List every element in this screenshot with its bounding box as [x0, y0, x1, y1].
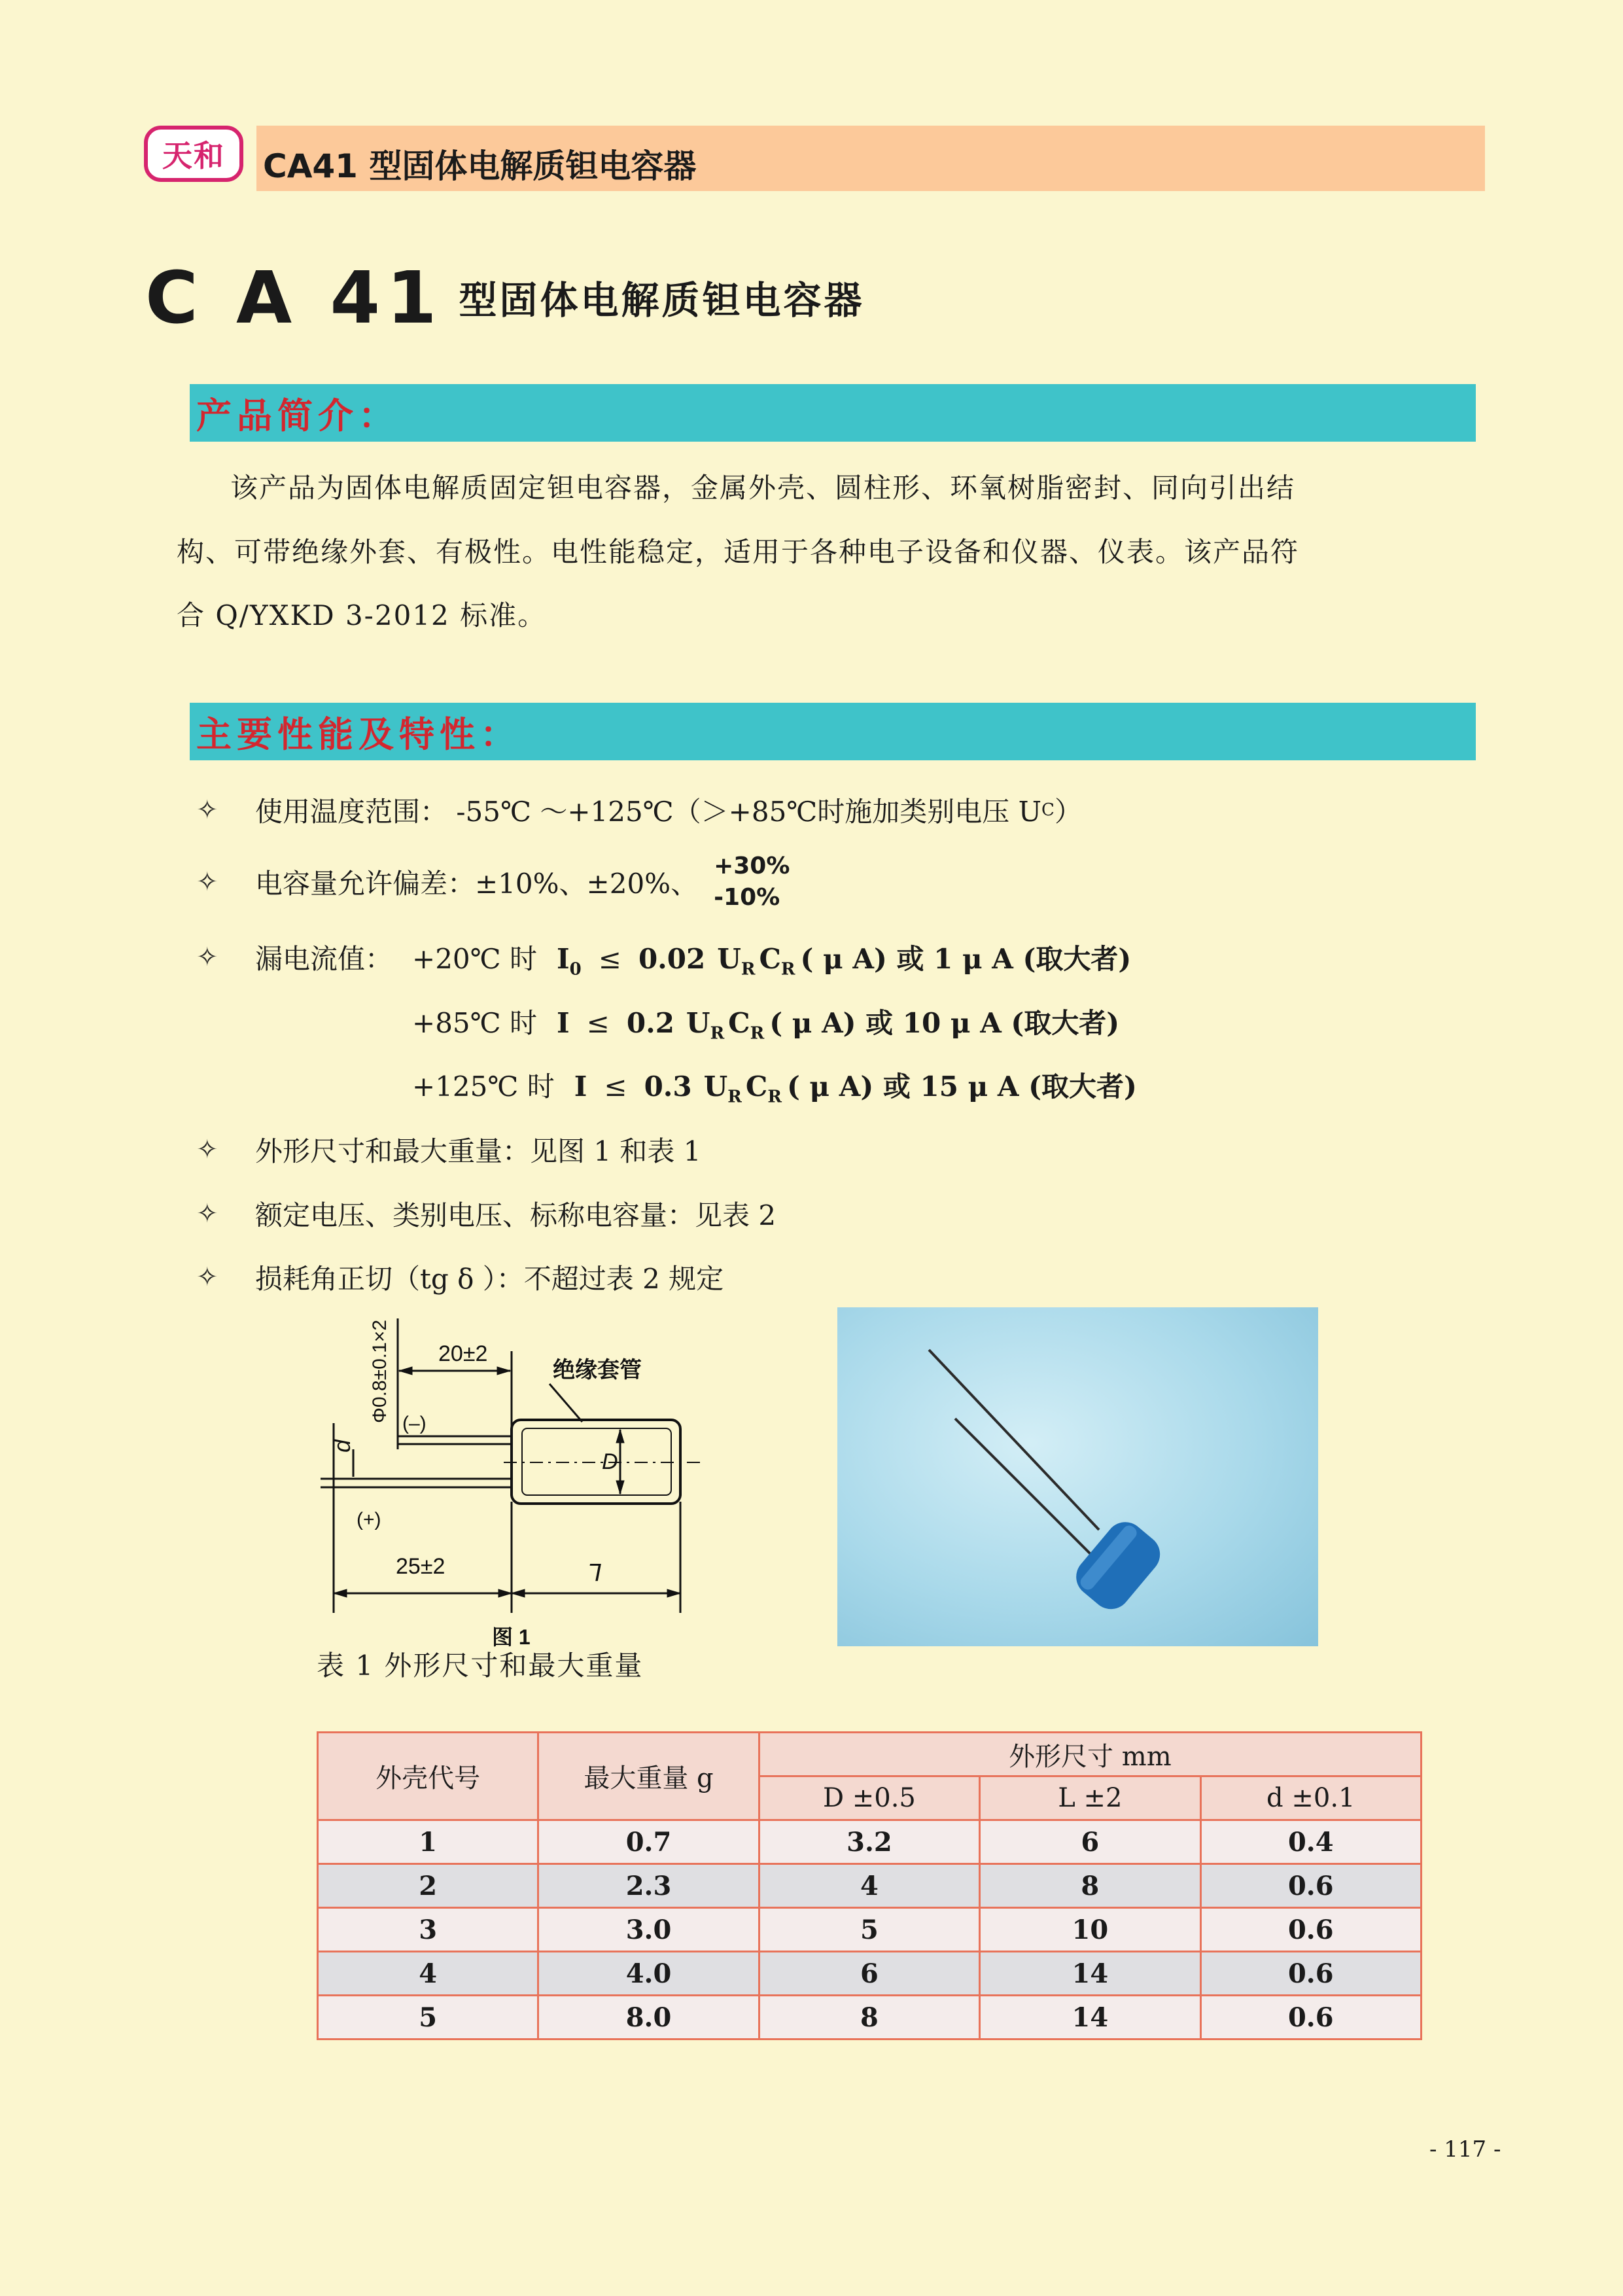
sleeve-outline — [522, 1428, 671, 1495]
feature-temperature — [196, 790, 1082, 830]
cell-case: 4 — [318, 1952, 538, 1996]
cell-weight: 2.3 — [538, 1864, 759, 1908]
negative-label: (–) — [402, 1413, 427, 1434]
feature-tolerance — [196, 851, 790, 913]
table-row — [318, 1908, 1422, 1952]
cell-case: 2 — [318, 1864, 538, 1908]
ratings-text: 额定电压、类别电压、标称电容量：见表 2 — [255, 1199, 777, 1231]
cell-D: 5 — [759, 1908, 979, 1952]
lead-diameter-label: d — [328, 1439, 355, 1453]
photo-lead-1 — [929, 1350, 1099, 1530]
diamond-bullet-icon: ✧ — [196, 942, 218, 972]
c-letter: C — [759, 943, 781, 975]
diameter-label: D — [602, 1449, 618, 1474]
figure-caption: 图 1 — [492, 1625, 531, 1649]
page-title — [145, 242, 865, 340]
arrow-head — [512, 1589, 525, 1597]
u-letter: U — [717, 943, 741, 975]
cell-d: 0.6 — [1200, 1996, 1421, 2040]
leakage-relation: ≤ — [604, 1070, 627, 1103]
leakage-symbol: I — [574, 1070, 587, 1103]
cell-L: 8 — [980, 1864, 1200, 1908]
page-number: - 117 - — [1429, 2136, 1501, 2163]
positive-label: (+) — [357, 1509, 381, 1530]
tolerance-minus: -10% — [714, 884, 780, 911]
intro-heading: 产品简介： — [196, 394, 399, 436]
feature-loss — [196, 1258, 724, 1297]
cell-L: 14 — [980, 1952, 1200, 1996]
dimension-drawing — [307, 1305, 713, 1659]
loss-text: 损耗角正切（tg δ ）：不超过表 2 规定 — [255, 1263, 724, 1295]
cell-d: 0.6 — [1200, 1952, 1421, 1996]
leakage-relation: ≤ — [598, 943, 621, 975]
diamond-bullet-icon: ✧ — [196, 1199, 218, 1229]
cell-d: 0.6 — [1200, 1864, 1421, 1908]
leakage-coefficient: 0.2 — [626, 1007, 674, 1039]
leakage-relation: ≤ — [586, 1007, 610, 1039]
body-length-label: L — [587, 1558, 602, 1585]
header-D: D ±0.5 — [759, 1776, 979, 1820]
arrow-head — [334, 1589, 347, 1597]
cell-L: 6 — [980, 1820, 1200, 1864]
sleeve-label: 绝缘套管 — [553, 1358, 642, 1383]
model-number: C A 41 — [145, 256, 444, 340]
leakage-coefficient: 0.02 — [638, 943, 706, 975]
cell-d: 0.4 — [1200, 1820, 1421, 1864]
dimensions-text: 外形尺寸和最大重量：见图 1 和表 1 — [255, 1135, 701, 1167]
leakage-row — [412, 1002, 1119, 1043]
c-sub: R — [767, 1087, 782, 1107]
c-sub: R — [780, 959, 795, 980]
leakage-tail: ( μ A) 或 1 μ A (取大者) — [800, 943, 1132, 975]
cell-weight: 3.0 — [538, 1908, 759, 1952]
header-title: CA41 型固体电解质钽电容器 — [263, 147, 697, 185]
temperature-sub: C — [1041, 800, 1055, 820]
cell-D: 8 — [759, 1996, 979, 2040]
header-d: d ±0.1 — [1200, 1776, 1421, 1820]
leakage-row — [412, 1065, 1137, 1106]
features-heading-bar — [190, 703, 1476, 760]
intro-line-3: 合 Q/YXKD 3-2012 标准。 — [177, 599, 547, 631]
leakage-condition: +125℃ 时 — [412, 1070, 555, 1103]
arrow-head — [616, 1481, 624, 1494]
leakage-condition: +85℃ 时 — [412, 1007, 537, 1039]
u-letter: U — [686, 1007, 710, 1039]
header-bar — [256, 126, 1485, 191]
temperature-text: 使用温度范围： -55℃ ～+125℃（＞+85℃时施加类别电压 U — [255, 796, 1042, 828]
feature-dimensions — [196, 1130, 701, 1169]
diamond-bullet-icon: ✧ — [196, 1262, 218, 1292]
leakage-tail: ( μ A) 或 10 μ A (取大者) — [769, 1007, 1120, 1039]
arrow-head — [667, 1589, 680, 1597]
total-length-label: 25±2 — [396, 1554, 445, 1579]
leakage-label: 漏电流值： — [255, 943, 393, 975]
leakage-condition: +20℃ 时 — [412, 943, 537, 975]
asymmetric-tolerance — [714, 851, 790, 913]
tolerance-text: 电容量允许偏差：±10%、±20%、 — [255, 868, 699, 900]
header-case: 外壳代号 — [318, 1733, 538, 1820]
u-letter: U — [703, 1070, 728, 1103]
diamond-bullet-icon: ✧ — [196, 1135, 218, 1165]
arrow-head — [497, 1367, 510, 1375]
table-row — [318, 1952, 1422, 1996]
lead-dimension-label: Φ0.8±0.1×2 — [369, 1319, 391, 1423]
cell-L: 14 — [980, 1996, 1200, 2040]
capacitor-illustration — [837, 1307, 1318, 1646]
cell-weight: 8.0 — [538, 1996, 759, 2040]
feature-ratings — [196, 1194, 776, 1233]
intro-line-2: 构、可带绝缘外套、有极性。电性能稳定，适用于各种电子设备和仪器、仪表。该产品符 — [177, 536, 1300, 568]
leakage-symbol-sub: 0 — [569, 959, 582, 980]
u-sub: R — [710, 1023, 725, 1044]
dimension-table — [317, 1731, 1422, 2040]
diamond-bullet-icon: ✧ — [196, 795, 218, 825]
arrow-head — [399, 1367, 412, 1375]
arrow-head — [616, 1430, 624, 1443]
cell-D: 3.2 — [759, 1820, 979, 1864]
lead-length-label: 20±2 — [438, 1341, 488, 1366]
arrow-head — [498, 1589, 512, 1597]
c-letter: C — [745, 1070, 768, 1103]
features-heading: 主要性能及特性： — [196, 713, 521, 755]
company-logo — [144, 126, 243, 182]
header-dims: 外形尺寸 mm — [759, 1733, 1421, 1776]
table-row — [318, 1996, 1422, 2040]
cell-case: 1 — [318, 1820, 538, 1864]
leakage-row — [412, 938, 1131, 979]
cell-D: 6 — [759, 1952, 979, 1996]
photo-body — [1068, 1514, 1168, 1617]
cell-d: 0.6 — [1200, 1908, 1421, 1952]
c-letter: C — [728, 1007, 750, 1039]
product-name: 型固体电解质钽电容器 — [459, 278, 865, 323]
intro-heading-bar — [190, 384, 1476, 442]
leakage-symbol: I — [556, 1007, 570, 1039]
table-row — [318, 1864, 1422, 1908]
logo-text: 天和 — [162, 138, 225, 173]
photo-lead-2 — [955, 1419, 1092, 1556]
cell-weight: 4.0 — [538, 1952, 759, 1996]
cell-case: 5 — [318, 1996, 538, 2040]
leakage-coefficient: 0.3 — [644, 1070, 692, 1103]
product-photo — [837, 1307, 1318, 1646]
feature-leakage — [196, 938, 393, 977]
sleeve-leader — [550, 1384, 582, 1422]
temperature-end: ） — [1054, 796, 1082, 828]
header-weight: 最大重量 g — [538, 1733, 759, 1820]
leakage-symbol: I — [556, 943, 570, 975]
table-caption: 表 1 外形尺寸和最大重量 — [317, 1650, 644, 1682]
table-row — [318, 1820, 1422, 1864]
u-sub: R — [741, 959, 756, 980]
leakage-tail: ( μ A) 或 15 μ A (取大者) — [786, 1070, 1137, 1103]
cell-case: 3 — [318, 1908, 538, 1952]
intro-line-1: 该产品为固体电解质固定钽电容器，金属外壳、圆柱形、环氧树脂密封、同向引出结 — [230, 472, 1296, 504]
cell-D: 4 — [759, 1864, 979, 1908]
diamond-bullet-icon: ✧ — [196, 867, 218, 897]
header-L: L ±2 — [980, 1776, 1200, 1820]
tolerance-plus: +30% — [714, 853, 790, 879]
cell-L: 10 — [980, 1908, 1200, 1952]
cell-weight: 0.7 — [538, 1820, 759, 1864]
u-sub: R — [727, 1087, 742, 1107]
c-sub: R — [750, 1023, 765, 1044]
